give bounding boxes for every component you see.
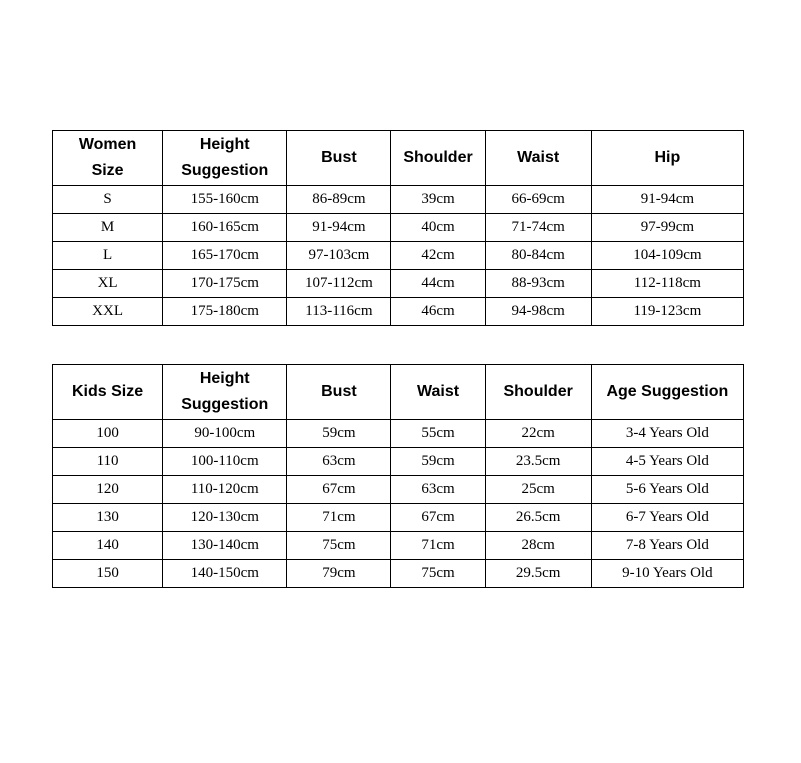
waist-cell: 67cm: [391, 504, 485, 532]
bust-cell: 97-103cm: [287, 242, 391, 270]
waist-cell: 88-93cm: [485, 270, 591, 298]
table-row: [53, 504, 744, 532]
hip-cell: 112-118cm: [591, 270, 743, 298]
waist-cell: 66-69cm: [485, 186, 591, 214]
bust-cell: 91-94cm: [287, 214, 391, 242]
size-cell: 120: [53, 476, 163, 504]
age-cell: 3-4 Years Old: [591, 420, 743, 448]
kids-header-size: Kids Size: [53, 365, 163, 420]
table-row: [53, 532, 744, 560]
table-row: [53, 560, 744, 588]
table-row: [53, 214, 744, 242]
hip-cell: 119-123cm: [591, 298, 743, 326]
women-header-shoulder: Shoulder: [391, 131, 485, 186]
height-cell: 110-120cm: [163, 476, 287, 504]
waist-cell: 80-84cm: [485, 242, 591, 270]
height-cell: 100-110cm: [163, 448, 287, 476]
height-cell: 130-140cm: [163, 532, 287, 560]
size-cell: M: [53, 214, 163, 242]
size-cell: XXL: [53, 298, 163, 326]
size-cell: 150: [53, 560, 163, 588]
hip-cell: 97-99cm: [591, 214, 743, 242]
age-cell: 7-8 Years Old: [591, 532, 743, 560]
size-cell: XL: [53, 270, 163, 298]
shoulder-cell: 40cm: [391, 214, 485, 242]
shoulder-cell: 46cm: [391, 298, 485, 326]
bust-cell: 79cm: [287, 560, 391, 588]
shoulder-cell: 39cm: [391, 186, 485, 214]
shoulder-cell: 29.5cm: [485, 560, 591, 588]
size-cell: 100: [53, 420, 163, 448]
height-cell: 120-130cm: [163, 504, 287, 532]
hip-cell: 91-94cm: [591, 186, 743, 214]
waist-cell: 55cm: [391, 420, 485, 448]
bust-cell: 75cm: [287, 532, 391, 560]
waist-cell: 71cm: [391, 532, 485, 560]
size-cell: 110: [53, 448, 163, 476]
table-row: [53, 448, 744, 476]
women-header-hip: Hip: [591, 131, 743, 186]
shoulder-cell: 26.5cm: [485, 504, 591, 532]
women-header-bust: Bust: [287, 131, 391, 186]
shoulder-cell: 25cm: [485, 476, 591, 504]
waist-cell: 71-74cm: [485, 214, 591, 242]
age-cell: 9-10 Years Old: [591, 560, 743, 588]
table-row: [53, 186, 744, 214]
shoulder-cell: 44cm: [391, 270, 485, 298]
age-cell: 5-6 Years Old: [591, 476, 743, 504]
bust-cell: 71cm: [287, 504, 391, 532]
height-cell: 170-175cm: [163, 270, 287, 298]
bust-cell: 113-116cm: [287, 298, 391, 326]
kids-header-shoulder: Shoulder: [485, 365, 591, 420]
waist-cell: 59cm: [391, 448, 485, 476]
waist-cell: 75cm: [391, 560, 485, 588]
table-row: [53, 270, 744, 298]
height-cell: 165-170cm: [163, 242, 287, 270]
table-row: [53, 242, 744, 270]
bust-cell: 67cm: [287, 476, 391, 504]
shoulder-cell: 28cm: [485, 532, 591, 560]
size-cell: 140: [53, 532, 163, 560]
shoulder-cell: 23.5cm: [485, 448, 591, 476]
size-cell: S: [53, 186, 163, 214]
height-cell: 140-150cm: [163, 560, 287, 588]
women-header-row: [53, 131, 744, 186]
height-cell: 90-100cm: [163, 420, 287, 448]
women-header-height: Height Suggestion: [163, 131, 287, 186]
kids-header-height: Height Suggestion: [163, 365, 287, 420]
height-cell: 155-160cm: [163, 186, 287, 214]
kids-header-age: Age Suggestion: [591, 365, 743, 420]
kids-header-waist: Waist: [391, 365, 485, 420]
table-row: [53, 420, 744, 448]
kids-header-row: [53, 365, 744, 420]
bust-cell: 107-112cm: [287, 270, 391, 298]
kids-size-table: [52, 364, 744, 588]
age-cell: 4-5 Years Old: [591, 448, 743, 476]
size-cell: L: [53, 242, 163, 270]
hip-cell: 104-109cm: [591, 242, 743, 270]
height-cell: 175-180cm: [163, 298, 287, 326]
bust-cell: 63cm: [287, 448, 391, 476]
height-cell: 160-165cm: [163, 214, 287, 242]
bust-cell: 86-89cm: [287, 186, 391, 214]
bust-cell: 59cm: [287, 420, 391, 448]
women-size-table: [52, 130, 744, 326]
age-cell: 6-7 Years Old: [591, 504, 743, 532]
women-header-size: Women Size: [53, 131, 163, 186]
table-row: [53, 298, 744, 326]
size-cell: 130: [53, 504, 163, 532]
women-header-waist: Waist: [485, 131, 591, 186]
waist-cell: 63cm: [391, 476, 485, 504]
shoulder-cell: 22cm: [485, 420, 591, 448]
waist-cell: 94-98cm: [485, 298, 591, 326]
kids-header-bust: Bust: [287, 365, 391, 420]
table-row: [53, 476, 744, 504]
shoulder-cell: 42cm: [391, 242, 485, 270]
